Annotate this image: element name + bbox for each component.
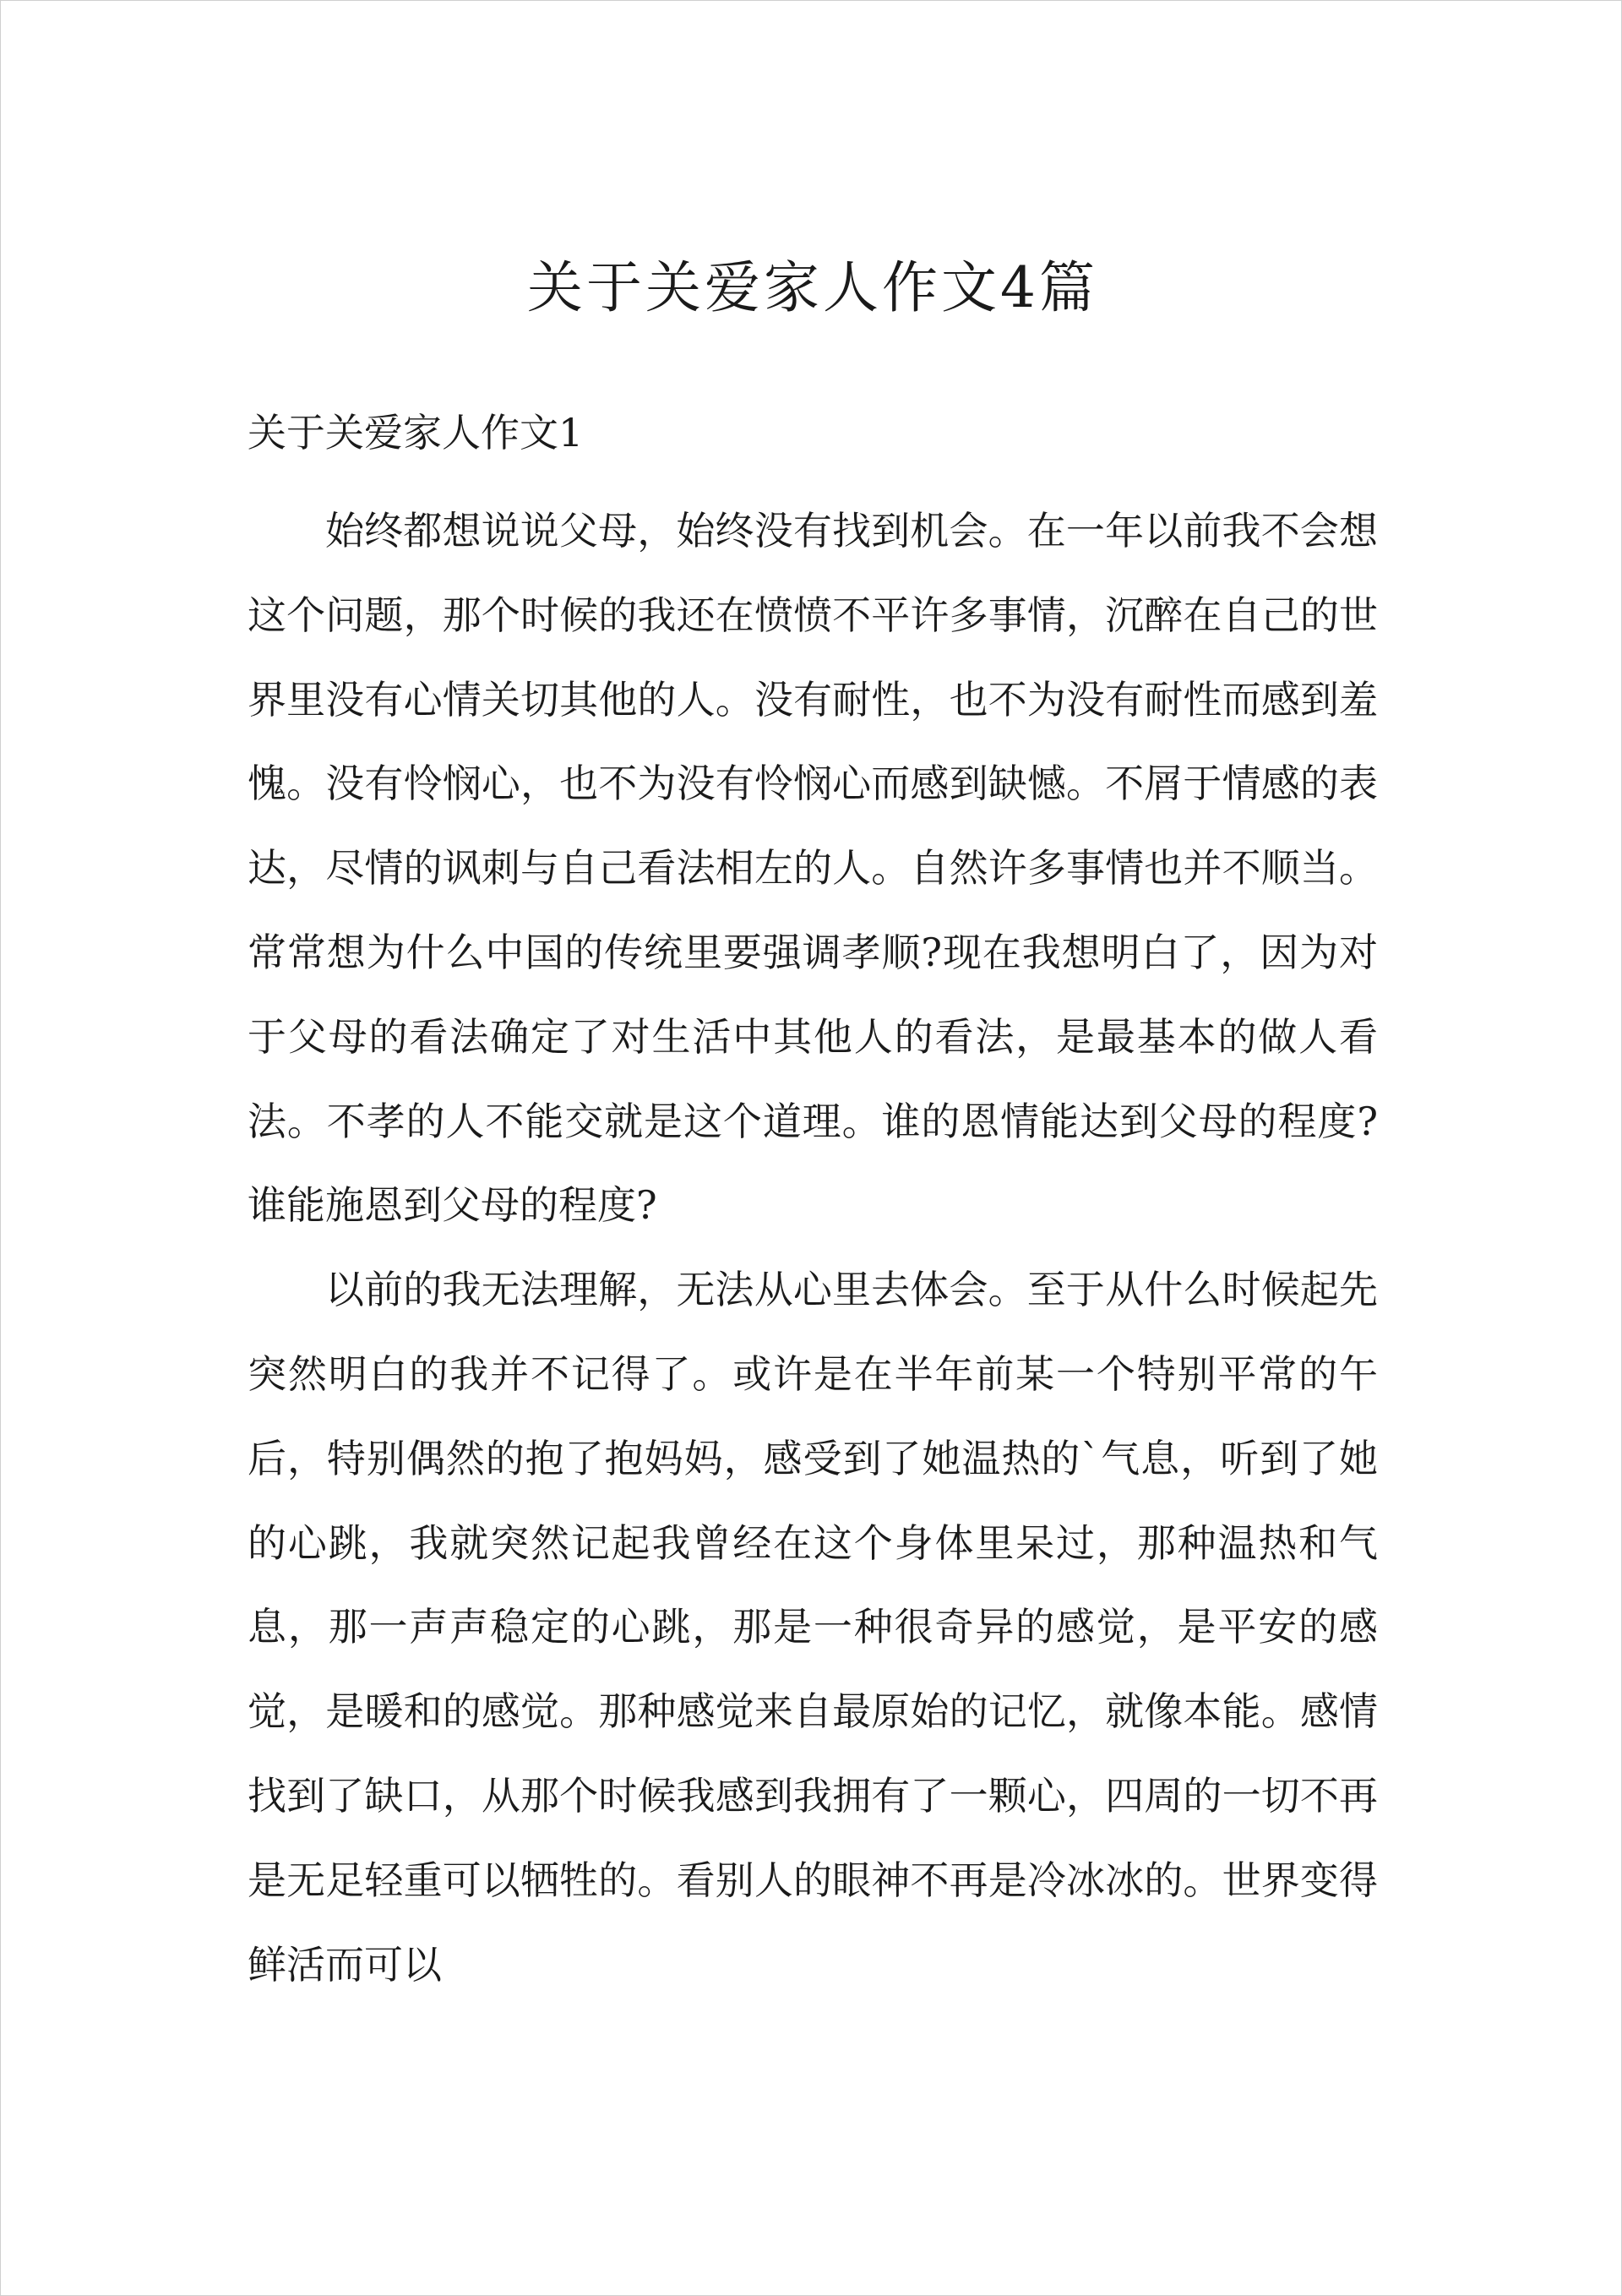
paragraph-2: 以前的我无法理解，无法从心里去体会。至于从什么时候起先突然明白的我并不记得了。或许是在半年前某一个特别平常的午后，特别偶然的抱了抱妈妈，感受到了她温热的`气息，听到了她的心跳，我就突然记起我曾经在这个身体里呆过，那种温热和气息，那一声声稳定的心跳，那是一种很奇异的感觉，是平安的感觉，是暖和的感觉。那种感觉来自最原始的记忆，就像本能。感情找到了缺口，从那个时候我感到我拥有了一颗心，四周的一切不再是无足轻重可以牺牲的。看别人的眼神不再是冷冰冰的。世界变得鲜活而可以 — [248, 1267, 1378, 1988]
document-title: 关于关爱家人作文4篇 — [527, 255, 1098, 320]
body-text — [248, 489, 1378, 2007]
section-heading: 关于关爱家人作文1 — [248, 410, 584, 455]
paragraph-1: 始终都想说说父母，始终没有找到机会。在一年以前我不会想这个问题，那个时候的我还在愤愤不平许多事情，沉醉在自己的世界里没有心情关切其他的人。没有耐性，也不为没有耐性而感到羞愧。没有怜悯心，也不为没有怜悯心而感到缺憾。不屑于情感的表达，尽情的讽刺与自己看法相左的人。自然许多事情也并不顺当。常常想为什么中国的传统里要强调孝顺?现在我想明白了，因为对于父母的看法确定了对生活中其他人的看法，是最基本的做人看法。不孝的人不能交就是这个道理。谁的恩情能达到父母的程度?谁能施恩到父母的程度? — [248, 508, 1378, 1229]
